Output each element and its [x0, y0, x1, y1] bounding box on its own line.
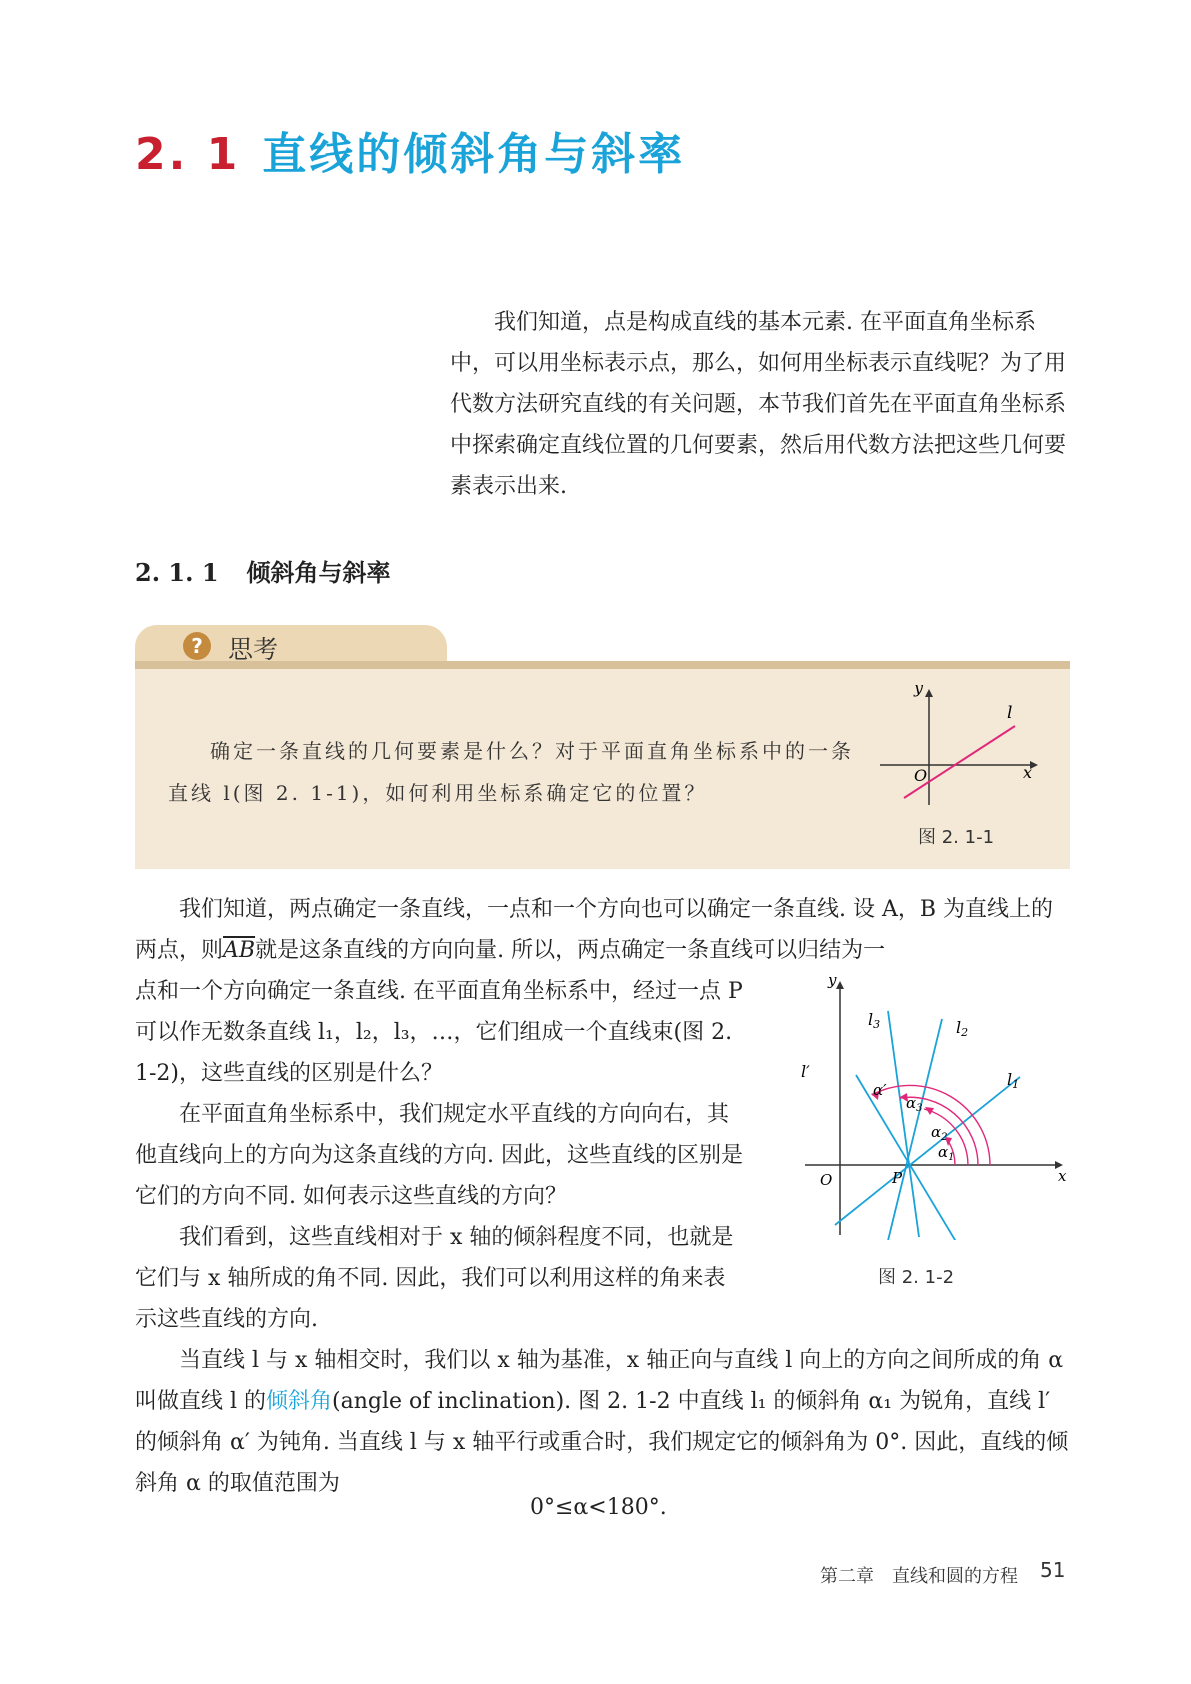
paragraph-1-text-b: 就是这条直线的方向向量. 所以，两点确定一条直线可以归结为一 — [255, 938, 886, 963]
intro-paragraph: 我们知道，点是构成直线的基本元素. 在平面直角坐标系中，可以用坐标表示点，那么，如何用坐标表示直线呢？为了用代数方法研究直线的有关问题，本节我们首先在平面直角坐标系中探索确定直线位置的几何要素，然后用代数方法把这些几何要素表示出来. — [450, 310, 1067, 499]
think-text: 确定一条直线的几何要素是什么？对于平面直角坐标系中的一条直线 l(图 2. 1-1)，如何利用坐标系确定它的位置？ — [168, 739, 854, 805]
l3-label: l3 — [868, 1010, 881, 1031]
think-tab — [135, 625, 447, 665]
subsection-title: 倾斜角与斜率 — [246, 559, 391, 587]
formula: 0°≤α<180°. — [530, 1495, 667, 1520]
alpha2-label: $\alpha_2$ — [931, 1123, 948, 1143]
section-heading — [135, 118, 685, 182]
paragraph-2: 在平面直角坐标系中，我们规定水平直线的方向向右，其他直线向上的方向为这条直线的方向. 因此，这些直线的区别是它们的方向不同. 如何表示这些直线的方向？ — [135, 1102, 743, 1209]
paragraph-4-text-b: (angle of inclination). 图 2. 1-2 中直线 l₁ 的倾斜角 α₁ 为锐角，直线 l′ 的倾斜角 α′ 为钝角. 当直线 l 与 x 轴平行或重合时，我们规定它的倾斜角为 0°. 因此，直线的倾斜角 α 的取值范围为 — [135, 1389, 1069, 1496]
l-prime-label: l′ — [801, 1062, 810, 1081]
origin-label: O — [914, 766, 928, 785]
footer-chapter: 第二章 直线和圆的方程 — [820, 1566, 1018, 1587]
figure-caption-2: 图 2. 1-2 — [878, 1267, 955, 1288]
origin-label: O — [820, 1171, 833, 1189]
arrow-alpha2 — [925, 1107, 934, 1115]
line-l — [904, 726, 1015, 798]
y-label: y — [914, 685, 924, 697]
paragraph-1 — [135, 889, 1070, 971]
think-label: 思考 — [228, 635, 279, 664]
line-l3 — [888, 1011, 919, 1237]
section-number: 2. 1 — [135, 129, 241, 180]
y-label: y — [828, 975, 837, 989]
paragraph-3: 我们看到，这些直线相对于 x 轴的倾斜程度不同，也就是它们与 x 轴所成的角不同. 因此，我们可以利用这样的角来表示这些直线的方向. — [135, 1225, 734, 1332]
paragraph-1-continued: 点和一个方向确定一条直线. 在平面直角坐标系中，经过一点 P 可以作无数条直线 l₁，l₂，l₃，…，它们组成一个直线束(图 2. 1-2)，这些直线的区别是什么？ — [135, 979, 743, 1086]
term-inclination-angle: 倾斜角 — [266, 1389, 333, 1414]
alpha-prime-label: α′ — [873, 1081, 887, 1099]
paragraph-1-text-a: 我们知道，两点确定一条直线，一点和一个方向也可以确定一条直线. 设 A，B 为直线上的两点，则 — [135, 897, 1054, 963]
alpha3-label: $\alpha_3$ — [906, 1094, 923, 1114]
line-l-label: l — [1007, 703, 1013, 723]
subsection-heading — [135, 553, 391, 588]
l2-label: l2 — [956, 1018, 969, 1039]
l1-label: l1 — [1007, 1070, 1020, 1091]
paragraph-4-text-a: 当直线 l 与 x 轴相交时，我们以 x 轴为基准，x 轴正向与直线 l 向上的方向之间所成的角 α 叫做直线 l 的 — [135, 1348, 1064, 1414]
paragraph-4 — [135, 1340, 1070, 1504]
question-icon: ? — [183, 632, 211, 660]
point-p-label: P — [892, 1169, 903, 1187]
alpha1-label: $\alpha_1$ — [938, 1143, 955, 1163]
figure-caption: 图 2. 1-1 — [918, 827, 995, 848]
y-axis-arrow — [836, 981, 844, 989]
x-label: x — [1058, 1167, 1067, 1185]
x-label: x — [1023, 763, 1033, 782]
figure-2-1-2 — [780, 975, 1070, 1240]
figure-2-1-1 — [870, 685, 1040, 820]
page-number: 51 — [1040, 1558, 1066, 1582]
vector-ab: $\overline{AB}$ — [223, 938, 256, 963]
subsection-number: 2. 1. 1 — [135, 558, 219, 587]
section-title: 直线的倾斜角与斜率 — [262, 129, 686, 180]
y-axis-arrow — [925, 689, 933, 697]
